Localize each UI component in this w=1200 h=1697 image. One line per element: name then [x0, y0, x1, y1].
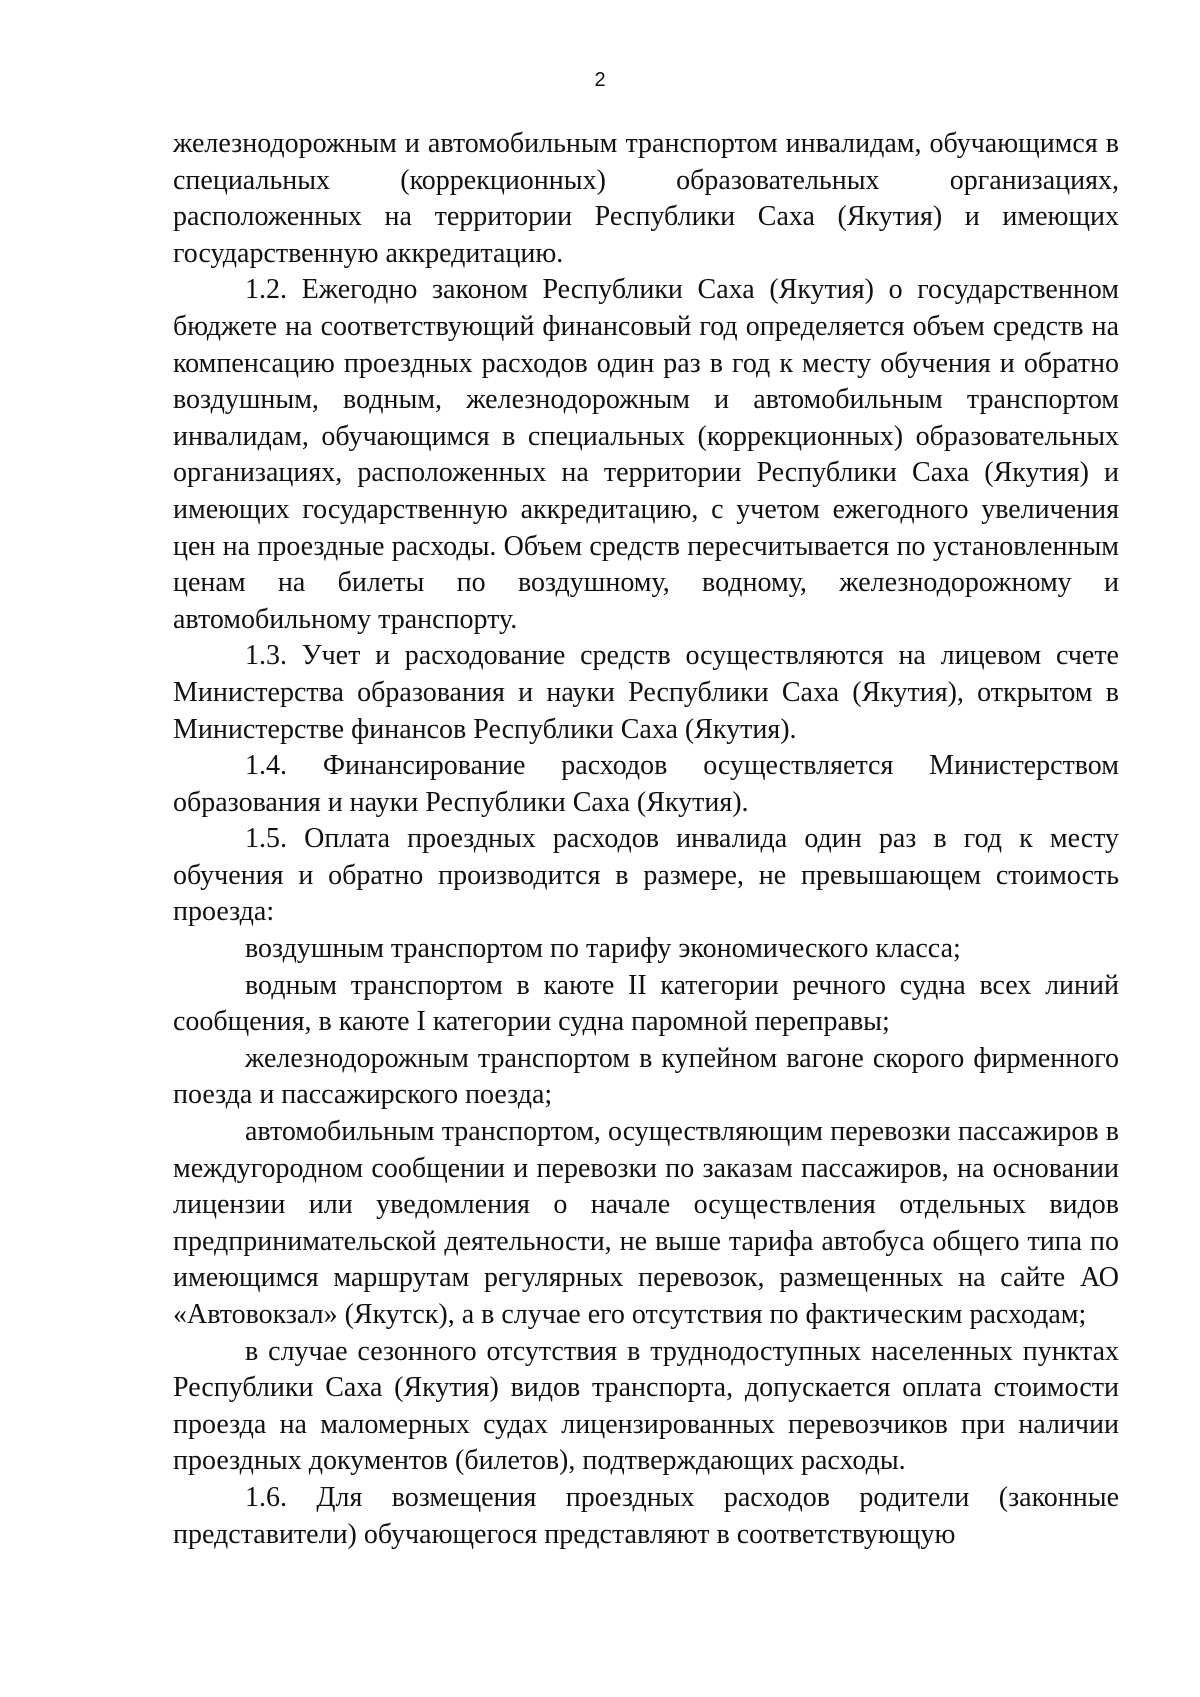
document-body — [173, 126, 1119, 1553]
paragraph-seasonal-transport: в случае сезонного отсутствия в труднодоступных населенных пунктах Республики Саха (Якутия) видов транспорта, допускается оплата стоимости проезда на маломерных судах лицензированных перевозчиков при наличии проездных документов (билетов), подтверждающих расходы. — [173, 1335, 1119, 1477]
page-number: 2 — [594, 69, 606, 91]
paragraph-1-4: 1.4. Финансирование расходов осуществляется Министерством образования и науки Республики Саха (Якутия). — [173, 750, 1119, 818]
paragraph-1-5: 1.5. Оплата проездных расходов инвалида один раз в год к месту обучения и обратно производится в размере, не превышающем стоимость проезда: — [173, 823, 1119, 928]
paragraph-continuation: железнодорожным и автомобильным транспортом инвалидам, обучающимся в специальных (коррекционных) образовательных организациях, расположенных на территории Республики Саха (Якутия) и имеющих государственную аккредитацию. — [173, 128, 1119, 269]
paragraph-road-transport: автомобильным транспортом, осуществляющим перевозки пассажиров в междугородном сообщении и перевозки по заказам пассажиров, на основании лицензии или уведомления о начале осуществления отдельных видов предпринимательской деятельности, не выше тарифа автобуса общего типа по имеющимся маршрутам регулярных перевозок, размещенных на сайте АО «Автовокзал» (Якутск), а в случае его отсутствия по фактическим расходам; — [173, 1116, 1119, 1330]
paragraph-rail-transport: железнодорожным транспортом в купейном вагоне скорого фирменного поезда и пассажирского поезда; — [173, 1042, 1119, 1111]
paragraph-water-transport: водным транспортом в каюте II категории речного судна всех линий сообщения, в каюте I категории судна паромной переправы; — [173, 969, 1119, 1038]
paragraph-1-2: 1.2. Ежегодно законом Республики Саха (Якутия) о государственном бюджете на соответствующий финансовый год определяется объем средств на компенсацию проездных расходов один раз в год к месту обучения и обратно воздушным, водным, железнодорожным и автомобильным транспортом инвалидам, обучающимся в специальных (коррекционных) образовательных организациях, расположенных на территории Республики Саха (Якутия) и имеющих государственную аккредитацию, с учетом ежегодного увеличения цен на проездные расходы. Объем средств пересчитывается по установленным ценам на билеты по воздушному, водному, железнодорожному и автомобильному транспорту. — [173, 274, 1119, 635]
paragraph-1-6: 1.6. Для возмещения проездных расходов родители (законные представители) обучающегося представляют в соответствующую — [173, 1481, 1119, 1550]
paragraph-air-transport: воздушным транспортом по тарифу экономического класса; — [245, 933, 961, 965]
paragraph-1-3: 1.3. Учет и расходование средств осуществляются на лицевом счете Министерства образования и науки Республики Саха (Якутия), открытом в Министерстве финансов Республики Саха (Якутия). — [173, 640, 1119, 745]
